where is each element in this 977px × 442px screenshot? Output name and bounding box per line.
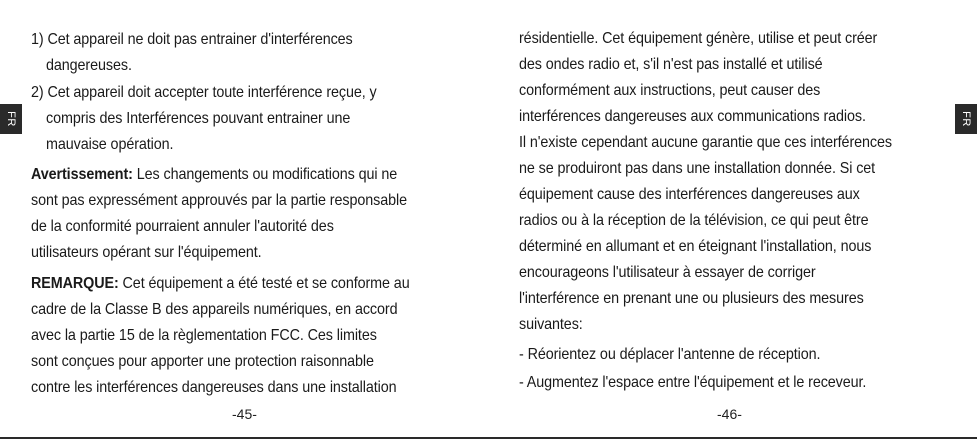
text-line: l'interférence en prenant une ou plusieurs des mesures — [519, 290, 864, 307]
text-line: cadre de la Classe B des appareils numériques, en accord — [31, 301, 398, 318]
remark-label: REMARQUE: — [31, 275, 119, 292]
right-page — [488, 0, 977, 442]
text-line: des ondes radio et, s'il n'est pas installé et utilisé — [519, 56, 823, 73]
remark-paragraph-line — [31, 271, 410, 297]
warning-paragraph-line — [31, 162, 397, 188]
text-line: compris des Interférences pouvant entrainer une — [46, 110, 351, 127]
text-line: de la conformité pourraient annuler l'autorité des — [31, 218, 334, 235]
text-line: équipement cause des interférences dangereuses aux — [519, 186, 860, 203]
text-line: avec la partie 15 de la règlementation FCC. Ces limites — [31, 327, 377, 344]
text-line: 1) Cet appareil ne doit pas entrainer d'interférences — [31, 31, 353, 48]
text-line: dangereuses. — [46, 57, 132, 74]
language-tab-left — [0, 104, 22, 134]
page-number-left: -45- — [232, 406, 257, 422]
text-line: sont conçues pour apporter une protection raisonnable — [31, 353, 374, 370]
bullet-item: - Augmentez l'espace entre l'équipement et le receveur. — [519, 374, 867, 391]
text-line: Les changements ou modifications qui ne — [136, 166, 398, 183]
page-number-right: -46- — [717, 406, 742, 422]
bottom-divider — [0, 437, 977, 439]
text-line: déterminé en allumant et en éteignant l'installation, nous — [519, 238, 872, 255]
text-line: résidentielle. Cet équipement génère, utilise et peut créer — [519, 30, 878, 47]
text-line: Il n'existe cependant aucune garantie que ces interférences — [519, 134, 892, 151]
text-line: conformément aux instructions, peut causer des — [519, 82, 821, 99]
language-tab-right — [955, 104, 977, 134]
left-page — [0, 0, 488, 442]
text-line: Cet équipement a été testé et se conforme au — [122, 275, 410, 292]
text-line: ne se produiront pas dans une installation donnée. Si cet — [519, 160, 876, 177]
text-line: interférences dangereuses aux communications radios. — [519, 108, 866, 125]
bullet-item: - Réorientez ou déplacer l'antenne de réception. — [519, 346, 821, 363]
text-line: 2) Cet appareil doit accepter toute interférence reçue, y — [31, 84, 377, 101]
text-line: radios ou à la réception de la télévision, ce qui peut être — [519, 212, 869, 229]
text-line: mauvaise opération. — [46, 136, 174, 153]
text-line: encourageons l'utilisateur à essayer de corriger — [519, 264, 816, 281]
text-line: suivantes: — [519, 316, 583, 333]
text-line: sont pas expressément approuvés par la partie responsable — [31, 192, 407, 209]
text-line: utilisateurs opérant sur l'équipement. — [31, 244, 262, 261]
language-tab-label: FR — [4, 111, 17, 127]
text-line: contre les interférences dangereuses dans une installation — [31, 379, 397, 396]
language-tab-label: FR — [959, 111, 972, 127]
warning-label: Avertissement: — [31, 166, 133, 183]
